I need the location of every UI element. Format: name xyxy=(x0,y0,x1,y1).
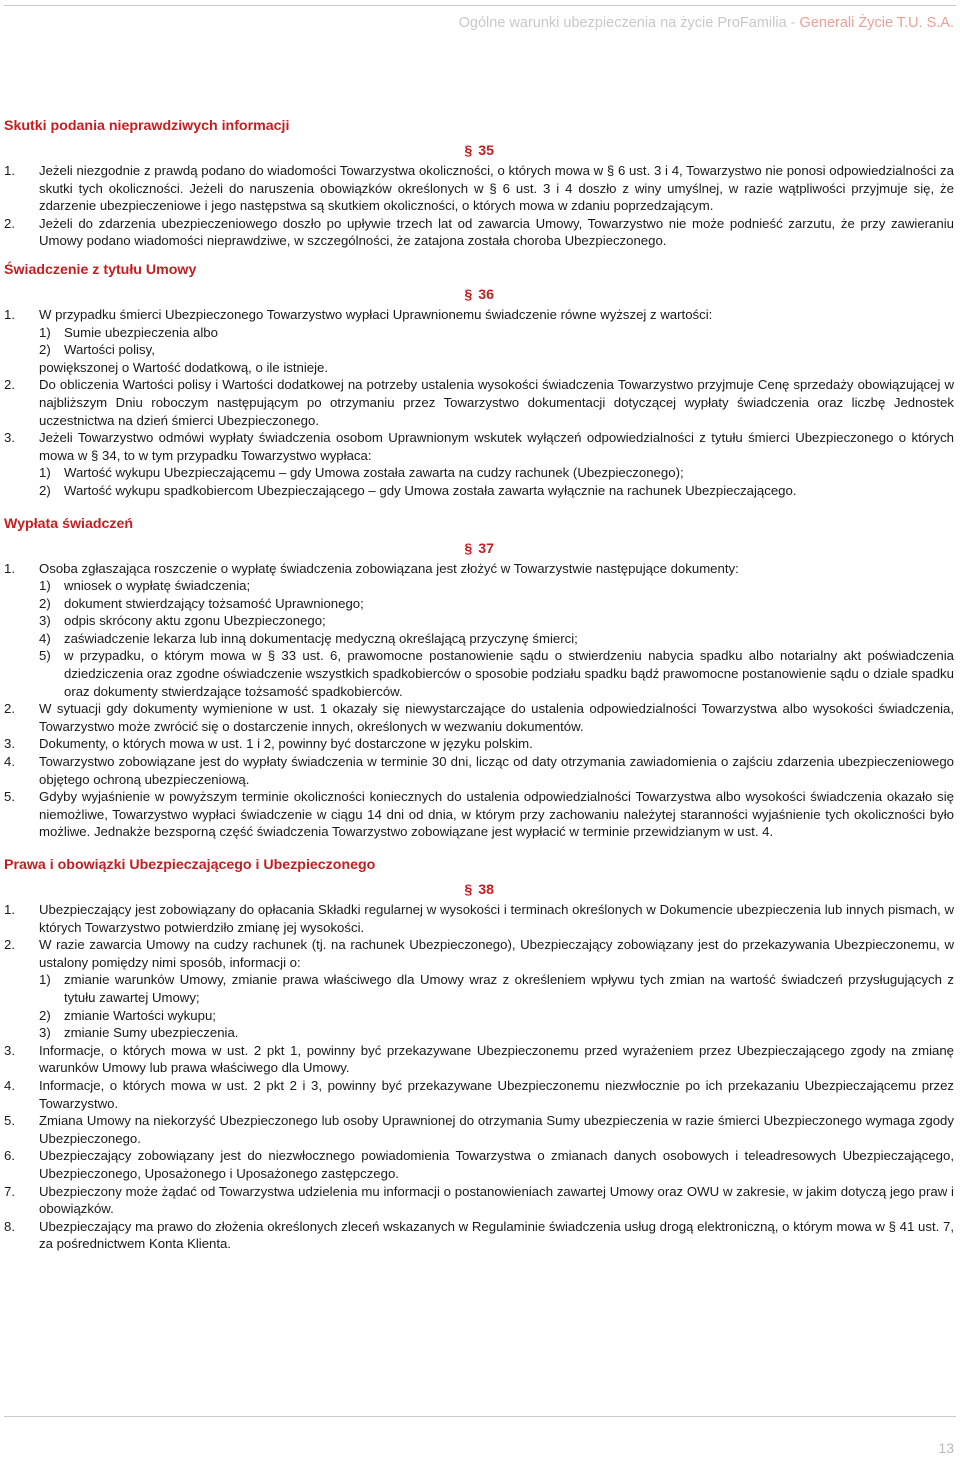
paragraph-symbol: § xyxy=(464,286,473,303)
item-number: 5. xyxy=(4,789,15,805)
item-text: W razie zawarcia Umowy na cudzy rachunek (tj. na rachunek Ubezpieczonego), Ubezpieczający zobowiązany jest do przekazywania Ubezpieczonemu, w ustalony pomiędzy nimi sposób, informacji o: xyxy=(39,937,954,970)
item-text: W przypadku śmierci Ubezpieczonego Towarzystwo wypłaci Uprawnionemu świadczenie równe wyższej z wartości: xyxy=(39,306,713,322)
paragraph-marker xyxy=(4,280,954,306)
paragraph-marker xyxy=(4,534,954,560)
item-body xyxy=(39,162,954,215)
item-text: Jeżeli do zdarzenia ubezpieczeniowego doszło po upływie trzech lat od zawarcia Umowy, Towarzystwo nie może podnieść zarzutu, że przy zawieraniu Umowy podano wiadomości nieprawdziwe, w szczególności, że zatajona została choroba Ubezpieczonego. xyxy=(39,215,954,249)
sub-item-number: 2) xyxy=(39,1007,51,1023)
list-item xyxy=(4,936,954,1042)
item-number: 2. xyxy=(4,377,15,393)
section xyxy=(4,260,954,500)
sub-item-number: 2) xyxy=(39,342,51,358)
item-text: Informacje, o których mowa w ust. 2 pkt 1, powinny być przekazywane Ubezpieczonemu przed wyrażeniem przez Ubezpieczającego zgody na zmianę warunków Umowy lub prawa właściwego dla Umowy. xyxy=(39,1042,954,1076)
sub-item-text: wniosek o wypłatę świadczenia; xyxy=(64,578,251,594)
list-item xyxy=(4,376,954,429)
item-number: 8. xyxy=(4,1218,15,1234)
item-body xyxy=(39,901,954,936)
sub-item-number: 1) xyxy=(39,578,51,594)
item-number: 7. xyxy=(4,1183,15,1199)
item-text: Ubezpieczający ma prawo do złożenia określonych zleceń wskazanych w Regulaminie świadczenia usług drogą elektroniczną, o którym mowa w § 41 ust. 7, za pośrednictwem Konta Klienta. xyxy=(39,1218,954,1252)
item-body xyxy=(39,700,954,735)
sub-item-text: Wartości polisy, xyxy=(64,342,155,358)
item-text: Zmiana Umowy na niekorzyść Ubezpieczonego lub osoby Uprawnionej do otrzymania Sumy ubezpieczenia w razie śmierci Ubezpieczonego wymaga zgody Ubezpieczonego. xyxy=(39,1113,954,1146)
sub-item-number: 1) xyxy=(39,465,51,481)
sub-item-text: zmianie Sumy ubezpieczenia. xyxy=(64,1025,239,1041)
item-continuation: powiększonej o Wartość dodatkową, o ile istnieje. xyxy=(39,359,329,375)
paragraph-value: 38 xyxy=(478,882,494,898)
item-number: 4. xyxy=(4,754,15,770)
item-number: 3. xyxy=(4,1042,15,1058)
item-number: 4. xyxy=(4,1077,15,1093)
item-text: Do obliczenia Wartości polisy i Wartości dodatkowej na potrzeby ustalenia wysokości świadczenia Towarzystwo przyjmuje Cenę sprzedaży obowiązującej w najbliższym Dniu roboczym następującym po otrzymaniu przez Towarzystwo dokumentacji dotyczącej wypłaty świadczenia oraz liczbę Jednostek uczestnictwa na dzień śmierci Ubezpieczonego. xyxy=(39,377,954,428)
list-item xyxy=(4,1147,954,1182)
item-text: Gdyby wyjaśnienie w powyższym terminie okoliczności koniecznych do ustalenia odpowiedzialności Towarzystwa albo wysokości świadczenia okazało się niemożliwe, Towarzystwo wypłaci świadczenie w ciągu 14 dni od dnia, w którym przy zachowaniu należytej staranności wyjaśnienie tych okoliczności było możliwe. Jednakże bezsporną część świadczenia Towarzystwo zobowiązane jest wypłacić w terminie przewidzianym w ust. 4. xyxy=(39,789,954,840)
list-item xyxy=(4,753,954,788)
header-title-text: Ogólne warunki ubezpieczenia na życie ProFamilia - xyxy=(458,15,800,31)
sub-item xyxy=(39,971,954,1006)
list-item xyxy=(4,162,954,215)
sub-item-text: w przypadku, o którym mowa w § 33 ust. 6, prawomocne postanowienie sądu o stwierdzeniu nabycia spadku albo notarialny akt poświadczenia dziedziczenia oraz zgodne oświadczenie wszystkich spadkobierców o sposobie podziału spadku bądź prawomocne postanowienie sądu o dziale spadku oraz dokumenty stwierdzające tożsamość spadkobierców. xyxy=(64,648,954,699)
sub-item xyxy=(39,464,954,482)
paragraph-number xyxy=(464,534,494,558)
sub-item xyxy=(39,612,954,630)
item-text: Dokumenty, o których mowa w ust. 1 i 2, powinny być dostarczone w języku polskim. xyxy=(39,736,533,752)
item-body xyxy=(39,1147,954,1182)
item-number: 6. xyxy=(4,1148,15,1164)
sub-item xyxy=(39,630,954,648)
paragraph-symbol: § xyxy=(464,143,473,159)
paragraph-value: 37 xyxy=(478,540,494,557)
sub-item-text: zmianie warunków Umowy, zmianie prawa właściwego dla Umowy wraz z określeniem wpływu tych zmian na wartość świadczeń przysługujących z tytułu zawartej Umowy; xyxy=(64,972,954,1005)
item-body xyxy=(39,1077,954,1112)
paragraph-number xyxy=(464,280,494,304)
paragraph-number xyxy=(464,875,494,899)
list-item xyxy=(4,560,954,701)
paragraph-marker xyxy=(4,875,954,901)
list-item xyxy=(4,788,954,841)
sub-item-number: 1) xyxy=(39,972,51,988)
sub-item-number: 5) xyxy=(39,648,51,664)
sub-item xyxy=(39,482,954,500)
item-number: 1. xyxy=(4,306,15,322)
page-number: 13 xyxy=(938,1440,954,1456)
item-body xyxy=(39,429,954,499)
section xyxy=(4,855,954,1253)
sub-item-number: 3) xyxy=(39,613,51,629)
item-number: 1. xyxy=(4,902,15,917)
item-body xyxy=(39,753,954,788)
item-text: Ubezpieczony może żądać od Towarzystwa udzielenia mu informacji o postanowieniach zawartej Umowy oraz OWU w zakresie, w jakim dotyczą jego praw i obowiązków. xyxy=(39,1183,954,1217)
sub-item-text: odpis skrócony aktu zgonu Ubezpieczonego; xyxy=(64,613,326,629)
item-body xyxy=(39,936,954,1042)
sub-item-text: Wartość wykupu spadkobiercom Ubezpieczającego – gdy Umowa została zawarta wyłącznie na rachunek Ubezpieczającego. xyxy=(64,482,797,498)
paragraph-marker xyxy=(4,136,954,162)
item-number: 3. xyxy=(4,736,15,752)
paragraph-symbol: § xyxy=(464,540,473,557)
item-text: Informacje, o których mowa w ust. 2 pkt 2 i 3, powinny być przekazywane Ubezpieczonemu niezwłocznie po ich przekazaniu Ubezpieczającemu przez Towarzystwo. xyxy=(39,1077,954,1111)
sub-item xyxy=(39,341,954,359)
item-number: 1. xyxy=(4,560,15,576)
item-number: 1. xyxy=(4,163,15,178)
paragraph-value: 36 xyxy=(478,286,494,303)
list-item xyxy=(4,1112,954,1147)
list-item xyxy=(4,735,954,753)
item-number: 5. xyxy=(4,1113,15,1129)
sub-item-text: dokument stwierdzający tożsamość Uprawnionego; xyxy=(64,595,364,611)
paragraph-symbol: § xyxy=(464,882,473,898)
sub-item-number: 1) xyxy=(39,324,51,340)
header-brand: Generali Życie T.U. S.A. xyxy=(799,15,954,31)
sub-item-text: zmianie Wartości wykupu; xyxy=(64,1007,216,1023)
sub-item xyxy=(39,595,954,613)
item-body xyxy=(39,306,954,376)
sub-item-text: zaświadczenie lekarza lub inną dokumentację medyczną określającą przyczynę śmierci; xyxy=(64,630,578,646)
item-number: 2. xyxy=(4,937,15,953)
section-title: Świadczenie z tytułu Umowy xyxy=(4,261,197,278)
sub-item-text: Wartość wykupu Ubezpieczającemu – gdy Umowa została zawarta na cudzy rachunek (Ubezpieczonego); xyxy=(64,465,684,481)
sub-item xyxy=(39,324,954,342)
sub-item xyxy=(39,1007,954,1025)
item-text: W sytuacji gdy dokumenty wymienione w ust. 1 okazały się niewystarczające do ustalenia odpowiedzialności Towarzystwa albo wysokości świadczenia, Towarzystwo może zwrócić się o dostarczenie innych, określonych w wezwaniu dokumentów. xyxy=(39,701,954,734)
sub-item-number: 2) xyxy=(39,595,51,611)
sub-item xyxy=(39,1024,954,1042)
sub-item xyxy=(39,647,954,700)
list-item xyxy=(4,215,954,250)
item-text: Jeżeli niezgodnie z prawdą podano do wiadomości Towarzystwa okoliczności, o których mowa w § 6 ust. 3 i 4, Towarzystwo nie ponosi odpowiedzialności za skutki tych okoliczności. Jeżeli do naruszenia obowiązków określonych w § 6 ust. 3 i 4 doszło z winy umyślnej, w razie wątpliwości przyjmuje się, że zdarzenie ubezpieczeniowe i jego następstwa są skutkiem okoliczności, o których mowa w zdaniu poprzedzającym. xyxy=(39,163,954,214)
item-text: Jeżeli Towarzystwo odmówi wypłaty świadczenia osobom Uprawnionym wskutek wyłączeń odpowiedzialności z tytułu śmierci Ubezpieczonego o których mowa w § 34, to w tym przypadku Towarzystwo wypłaca: xyxy=(39,430,954,463)
list-item xyxy=(4,901,954,936)
sub-item-number: 3) xyxy=(39,1025,51,1041)
bottom-rule xyxy=(4,1416,956,1417)
section-title: Prawa i obowiązki Ubezpieczającego i Ubezpieczonego xyxy=(4,857,376,873)
list-item xyxy=(4,429,954,499)
section-title: Skutki podania nieprawdziwych informacji xyxy=(4,118,290,134)
section xyxy=(4,116,954,250)
list-item xyxy=(4,1218,954,1253)
item-text: Ubezpieczający zobowiązany jest do niezwłocznego powiadomienia Towarzystwa o zmianach danych osobowych i teleadresowych Ubezpieczającego, Ubezpieczonego, Uposażonego i Uposażonego zastępczego. xyxy=(39,1148,954,1181)
item-body xyxy=(39,560,954,701)
item-body xyxy=(39,1183,954,1218)
sub-item-number: 2) xyxy=(39,482,51,498)
document-header xyxy=(459,15,954,31)
item-body xyxy=(39,376,954,429)
list-item xyxy=(4,700,954,735)
item-body xyxy=(39,1218,954,1253)
section xyxy=(4,514,954,842)
item-text: Ubezpieczający jest zobowiązany do opłacania Składki regularnej w wysokości i terminach określonych w Dokumencie ubezpieczenia lub innych pismach, w których Towarzystwo potwierdziło zmianę jej wysokości. xyxy=(39,902,954,935)
sub-item xyxy=(39,577,954,595)
list-item xyxy=(4,1042,954,1077)
section-title: Wypłata świadczeń xyxy=(4,515,134,532)
list-item xyxy=(4,1077,954,1112)
item-body xyxy=(39,1112,954,1147)
paragraph-value: 35 xyxy=(478,143,494,159)
document-body xyxy=(4,116,954,1253)
item-text: Osoba zgłaszająca roszczenie o wypłatę świadczenia zobowiązana jest złożyć w Towarzystwie następujące dokumenty: xyxy=(39,560,739,576)
item-body xyxy=(39,215,954,250)
item-number: 2. xyxy=(4,701,15,717)
top-rule xyxy=(4,5,956,6)
paragraph-number xyxy=(464,136,494,160)
list-item xyxy=(4,306,954,376)
item-body xyxy=(39,1042,954,1077)
sub-item-number: 4) xyxy=(39,630,51,646)
item-body xyxy=(39,735,954,753)
item-number: 2. xyxy=(4,215,15,231)
list-item xyxy=(4,1183,954,1218)
sub-item-text: Sumie ubezpieczenia albo xyxy=(64,324,218,340)
item-body xyxy=(39,788,954,841)
item-number: 3. xyxy=(4,430,15,446)
item-text: Towarzystwo zobowiązane jest do wypłaty świadczenia w terminie 30 dni, licząc od daty otrzymania zawiadomienia o zajściu zdarzenia ubezpieczeniowego objętego ochroną ubezpieczeniową. xyxy=(39,754,954,787)
